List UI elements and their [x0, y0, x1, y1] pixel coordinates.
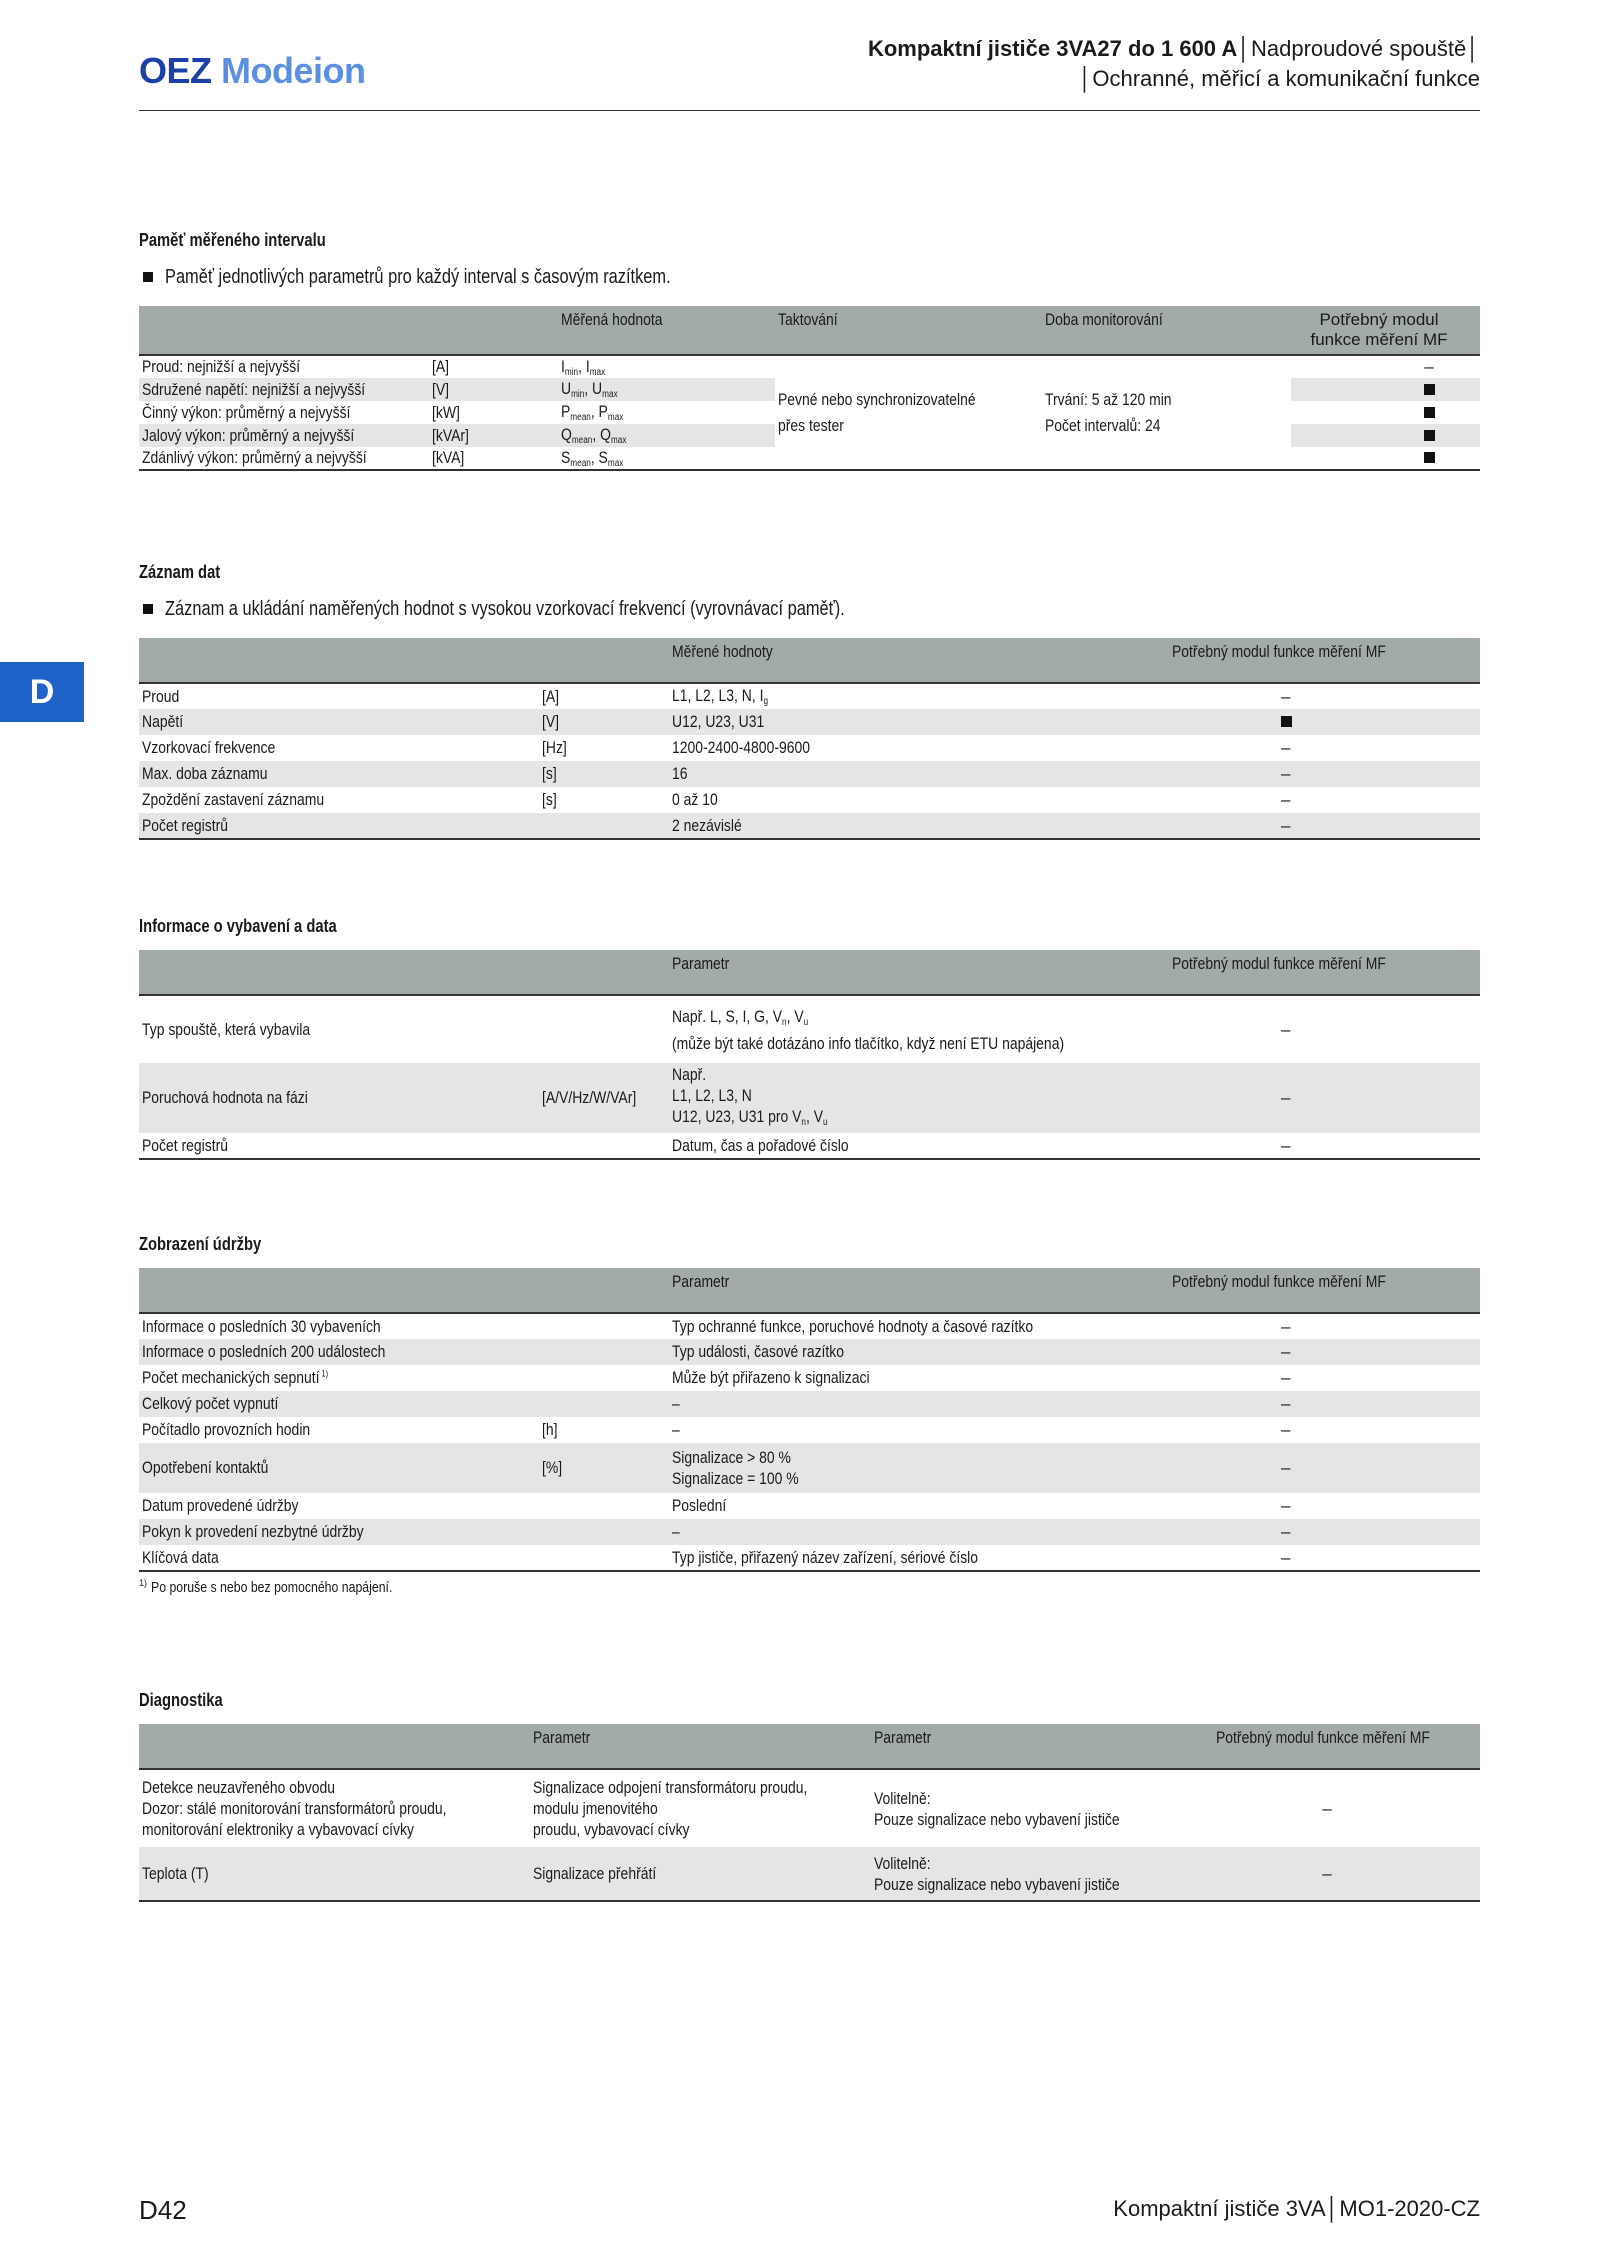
- table-row: Počítadlo provozních hodin [h] – –: [142, 1420, 1291, 1439]
- document-header: [868, 34, 1480, 94]
- bullet-square-icon: [143, 272, 153, 282]
- recording-table: [139, 638, 1480, 840]
- table-row: Informace o posledních 30 vybaveních Typ ochranné funkce, poruchové hodnoty a časové razítko –: [142, 1316, 1291, 1336]
- table-row: Opotřebení kontaktů [%] Signalizace > 80 % Signalizace = 100 % –: [139, 1443, 1480, 1493]
- section-title: Záznam dat: [139, 562, 221, 582]
- table-row: Počet registrů 2 nezávislé –: [139, 813, 1480, 839]
- section-diagnostics: [139, 1688, 1480, 1902]
- section-trip-info: [139, 914, 1480, 1160]
- bullet-item: Záznam a ukládání naměřených hodnot s vysokou vzorkovací frekvencí (vyrovnávací paměť).: [139, 594, 1480, 624]
- header-subtitle: │Nadproudové spouště│: [1237, 36, 1480, 61]
- footnote: $^{1)}$ Po poruše s nebo bez pomocného napájení.: [139, 1578, 393, 1596]
- logo-modeion: Modeion: [221, 50, 366, 91]
- diagnostics-table: [139, 1724, 1480, 1902]
- table-row: Poruchová hodnota na fázi [A/V/Hz/W/VAr] Např. L1, L2, L3, N U12, U23, U31 pro $V_n$, $V_u$ –: [139, 1063, 1480, 1133]
- trip-info-table: [139, 950, 1480, 1160]
- logo-oez: OEZ: [139, 50, 212, 91]
- section-title: Zobrazení údržby: [139, 1234, 262, 1254]
- table-row: Počet mechanických sepnutí $^{1)}$ Může být přiřazeno k signalizaci –: [142, 1368, 1291, 1387]
- section-interval-memory: [139, 228, 1480, 471]
- section-title: Paměť měřeného intervalu: [139, 230, 326, 250]
- table-header: Parametr Potřebný modul funkce měření MF: [139, 950, 1480, 995]
- table-row: Informace o posledních 200 událostech Typ události, časové razítko –: [139, 1339, 1480, 1365]
- filled-square-icon: [1424, 430, 1435, 441]
- page-number: D42: [139, 2195, 187, 2225]
- table-row: Max. doba záznamu [s] 16 –: [139, 761, 1480, 787]
- maintenance-table: [139, 1268, 1480, 1572]
- header-line2: │Ochranné, měřicí a komunikační funkce: [1078, 66, 1480, 91]
- header-divider: [139, 110, 1480, 111]
- filled-square-icon: [1281, 716, 1292, 727]
- table-row: Detekce neuzavřeného obvodu Dozor: stálé monitorování transformátorů proudu, monitorování elektroniky a vybavovací cívky Signalizace odpojení transformátoru proudu, modulu jmenovitého proudu, vybavovací cívky Volitelně: Pouze signalizace nebo vybavení jističe –: [142, 1778, 1332, 1839]
- chapter-tab: D: [0, 662, 84, 722]
- section-title: Informace o vybavení a data: [139, 916, 337, 936]
- table-row: Proud [A] L1, L2, L3, N, $I_g$ –: [142, 686, 1291, 707]
- table-row: Zdánlivý výkon: průměrný a nejvyšší [kVA] $S_{mean}$, $S_{max}$: [139, 447, 1480, 470]
- section-maintenance: [139, 1232, 1480, 1596]
- table-row: Datum provedené údržby Poslední –: [142, 1496, 1291, 1515]
- table-row: Zpoždění zastavení záznamu [s] 0 až 10 –: [142, 790, 1291, 809]
- table-header: Měřená hodnota Taktování Doba monitorování Potřebný modul funkce měření MF: [139, 306, 1480, 355]
- filled-square-icon: [1424, 384, 1435, 395]
- table-row: Vzorkovací frekvence [Hz] 1200-2400-4800-9600 –: [142, 738, 1291, 757]
- table-row: Počet registrů Datum, čas a pořadové číslo –: [139, 1133, 1480, 1159]
- document-code: Kompaktní jističe 3VA│MO1-2020-CZ: [1113, 2196, 1480, 2221]
- table-row: Teplota (T) Signalizace přehřátí Volitelně: Pouze signalizace nebo vybavení jističe –: [139, 1847, 1480, 1901]
- table-row: Celkový počet vypnutí – –: [139, 1391, 1480, 1417]
- table-row: Klíčová data Typ jističe, přiřazený název zařízení, sériové číslo –: [139, 1545, 1480, 1571]
- table-row: Proud: nejnižší a nejvyšší [A] $I_{min}$, $I_{max}$ Pevné nebo synchronizovatelné přes tester Trvání: 5 až 120 min Počet intervalů: 24 –: [139, 355, 1480, 378]
- section-data-recording: [139, 560, 1480, 840]
- header-title: Kompaktní jističe 3VA27 do 1 600 A: [867, 36, 1238, 61]
- brand-logo: [139, 50, 366, 92]
- filled-square-icon: [1424, 452, 1435, 463]
- table-row: Typ spouště, která vybavila Např. L, S, I, G, $V_n$, $V_u$ (může být také dotázáno info tlačítko, když není ETU napájena) –: [142, 1006, 1291, 1053]
- filled-square-icon: [1424, 407, 1435, 418]
- interval-table: [139, 306, 1480, 471]
- table-row: Napětí [V] U12, U23, U31: [139, 709, 1480, 735]
- table-row: Jalový výkon: průměrný a nejvyšší [kVAr] $Q_{mean}$, $Q_{max}$: [139, 424, 1480, 447]
- table-header: Parametr Parametr Potřebný modul funkce měření MF: [139, 1724, 1480, 1769]
- table-header: Parametr Potřebný modul funkce měření MF: [139, 1268, 1480, 1313]
- table-row: Pokyn k provedení nezbytné údržby – –: [139, 1519, 1480, 1545]
- table-row: Činný výkon: průměrný a nejvyšší [kW] $P_{mean}$, $P_{max}$: [139, 401, 1480, 424]
- bullet-square-icon: [143, 604, 153, 614]
- bullet-item: Paměť jednotlivých parametrů pro každý interval s časovým razítkem.: [139, 262, 1480, 292]
- table-row: Sdružené napětí: nejnižší a nejvyšší [V] $U_{min}$, $U_{max}$: [139, 378, 1480, 401]
- section-title: Diagnostika: [139, 1690, 223, 1710]
- table-header: Měřené hodnoty Potřebný modul funkce měření MF: [139, 638, 1480, 683]
